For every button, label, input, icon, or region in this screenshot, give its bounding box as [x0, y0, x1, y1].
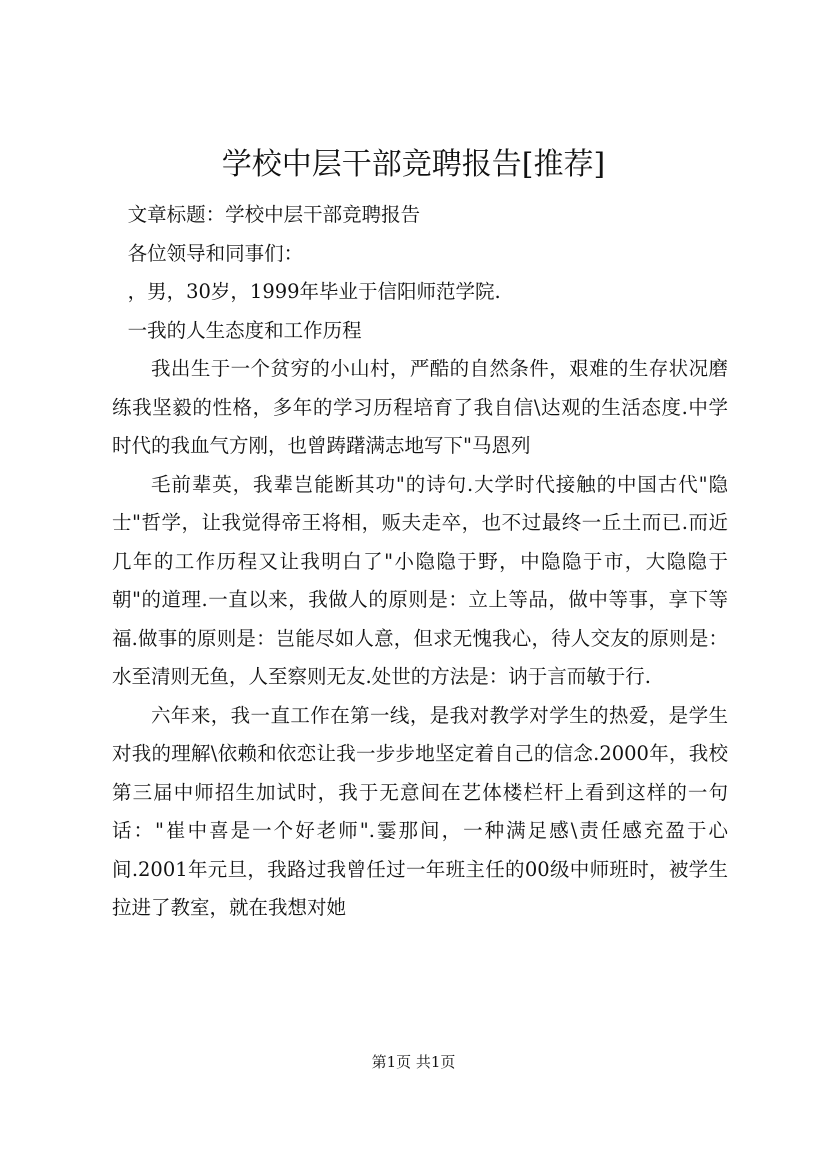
paragraph-greeting: 各位领导和同事们： — [127, 241, 304, 265]
paragraph-six-years: 六年来，我一直工作在第一线，是我对教学对学生的热爱，是学生对我的理解\依赖和依恋让我一步步地坚定着自己的信念.2000年，我校第三届中师招生加试时，我于无意间在艺体楼栏杆上看到这样的一句话："崔中喜是一个好老师".霎那间，一种满足感\责任感充盈于心间.2001年元旦，我路过我曾任过一年班主任的00级中师班时，被学生拉进了教室，就在我想对她 — [112, 703, 728, 919]
paragraph-intro: ，男，30岁，1999年毕业于信阳师范学院. — [127, 280, 501, 303]
paragraph-philosophy: 毛前辈英，我辈岂能断其功"的诗句.大学时代接触的中国古代"隐士"哲学，让我觉得帝王将相，贩夫走卒，也不过最终一丘土而已.而近几年的工作历程又让我明白了"小隐隐于野，中隐隐于市，大隐隐于朝"的道理.一直以来，我做人的原则是：立上等品，做中等事，享下等福.做事的原则是：岂能尽如人意，但求无愧我心，待人交友的原则是：水至清则无鱼，人至察则无友.处世的方法是：讷于言而敏于行. — [112, 472, 728, 688]
document-title: 学校中层干部竞聘报告[推荐] — [221, 147, 606, 182]
page-footer: 第1页 共1页 — [371, 1053, 456, 1071]
paragraph-article-title: 文章标题：学校中层干部竞聘报告 — [127, 203, 421, 226]
paragraph-section-heading: 一我的人生态度和工作历程 — [127, 318, 362, 342]
document-body — [112, 196, 728, 928]
paragraph-life-attitude: 我出生于一个贫穷的小山村，严酷的自然条件，艰难的生存状况磨练我坚毅的性格，多年的学习历程培育了我自信\达观的生活态度.中学时代的我血气方刚，也曾踌躇满志地写下"马恩列 — [112, 357, 728, 457]
